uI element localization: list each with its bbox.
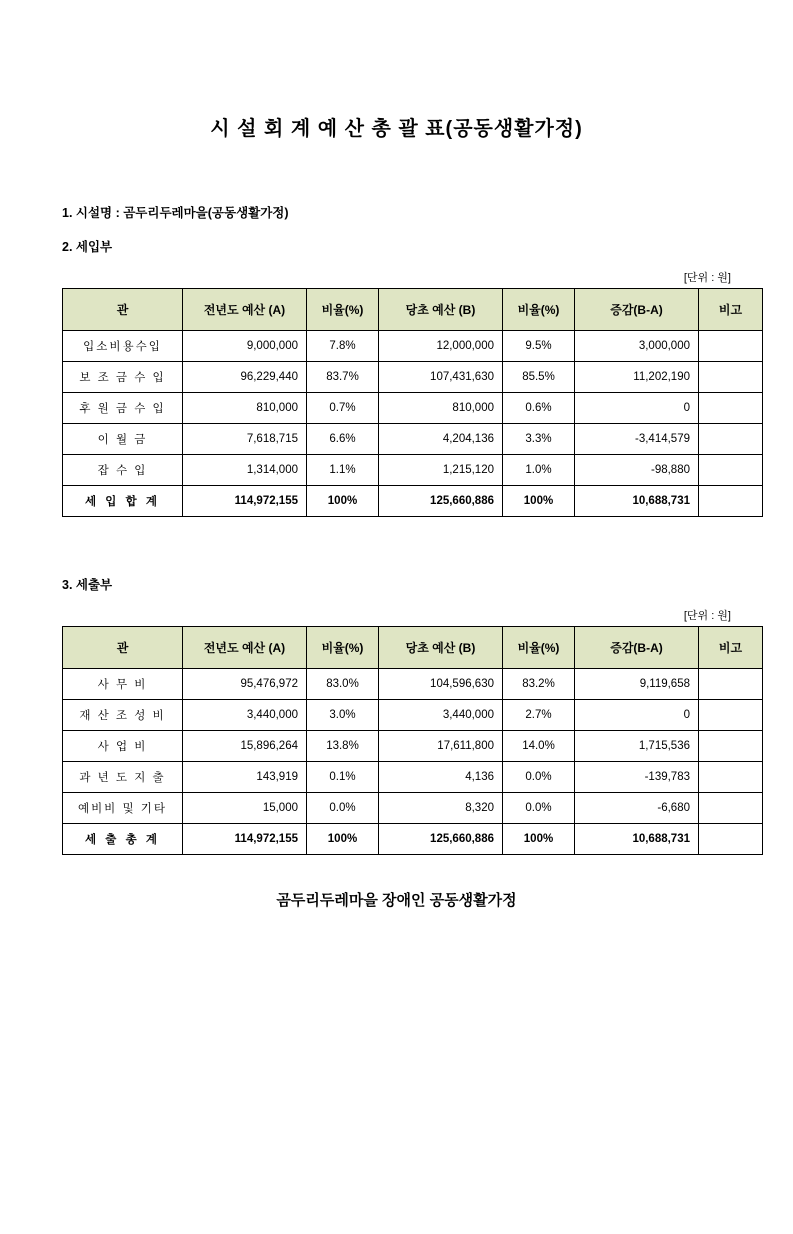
table-row <box>63 362 763 393</box>
cell-remark <box>699 455 763 486</box>
table-row <box>63 331 763 362</box>
cell-remark <box>699 486 763 517</box>
cell-remark <box>699 824 763 855</box>
cell-current-ratio: 100% <box>503 824 575 855</box>
cell-remark <box>699 731 763 762</box>
cell-category: 잡 수 입 <box>63 455 183 486</box>
table-row <box>63 424 763 455</box>
table-row <box>63 455 763 486</box>
column-header-current-budget: 당초 예산 (B) <box>379 289 503 331</box>
cell-prev-budget: 114,972,155 <box>183 486 307 517</box>
cell-prev-ratio: 100% <box>307 486 379 517</box>
expense-section-heading: 3. 세출부 <box>62 578 113 592</box>
cell-category: 입소비용수입 <box>63 331 183 362</box>
cell-difference: -6,680 <box>575 793 699 824</box>
table-total-row <box>63 824 763 855</box>
table-total-row <box>63 486 763 517</box>
cell-current-budget: 104,596,630 <box>379 669 503 700</box>
cell-remark <box>699 331 763 362</box>
column-header-prev-budget: 전년도 예산 (A) <box>183 289 307 331</box>
table-row <box>63 731 763 762</box>
column-header-prev-budget: 전년도 예산 (A) <box>183 627 307 669</box>
cell-prev-ratio: 100% <box>307 824 379 855</box>
cell-current-ratio: 83.2% <box>503 669 575 700</box>
cell-category: 세 입 합 계 <box>63 486 183 517</box>
column-header-category: 관 <box>63 289 183 331</box>
column-header-difference: 증감(B-A) <box>575 627 699 669</box>
cell-current-budget: 125,660,886 <box>379 486 503 517</box>
column-header-difference: 증감(B-A) <box>575 289 699 331</box>
cell-remark <box>699 393 763 424</box>
cell-difference: 3,000,000 <box>575 331 699 362</box>
cell-prev-ratio: 13.8% <box>307 731 379 762</box>
cell-current-ratio: 9.5% <box>503 331 575 362</box>
cell-prev-ratio: 1.1% <box>307 455 379 486</box>
table-row <box>63 393 763 424</box>
cell-current-ratio: 0.6% <box>503 393 575 424</box>
revenue-section-heading: 2. 세입부 <box>62 240 113 254</box>
cell-current-budget: 4,204,136 <box>379 424 503 455</box>
cell-current-ratio: 2.7% <box>503 700 575 731</box>
page-title: 시 설 회 계 예 산 총 괄 표(공동생활가정) <box>210 118 583 140</box>
column-header-remark: 비고 <box>699 627 763 669</box>
column-header-category: 관 <box>63 627 183 669</box>
cell-category: 예비비 및 기타 <box>63 793 183 824</box>
cell-current-budget: 3,440,000 <box>379 700 503 731</box>
cell-current-budget: 1,215,120 <box>379 455 503 486</box>
cell-category: 사 무 비 <box>63 669 183 700</box>
cell-current-ratio: 85.5% <box>503 362 575 393</box>
column-header-current-ratio: 비율(%) <box>503 627 575 669</box>
cell-current-budget: 125,660,886 <box>379 824 503 855</box>
column-header-prev-ratio: 비율(%) <box>307 627 379 669</box>
cell-prev-budget: 114,972,155 <box>183 824 307 855</box>
cell-category: 사 업 비 <box>63 731 183 762</box>
cell-remark <box>699 362 763 393</box>
cell-prev-ratio: 83.7% <box>307 362 379 393</box>
cell-prev-ratio: 6.6% <box>307 424 379 455</box>
revenue-unit-note: [단위 : 원] <box>683 272 731 284</box>
cell-current-ratio: 1.0% <box>503 455 575 486</box>
cell-prev-budget: 15,896,264 <box>183 731 307 762</box>
cell-remark <box>699 762 763 793</box>
cell-remark <box>699 424 763 455</box>
cell-prev-budget: 1,314,000 <box>183 455 307 486</box>
cell-category: 세 출 총 계 <box>63 824 183 855</box>
revenue-table <box>62 288 763 517</box>
expense-table <box>62 626 763 855</box>
cell-prev-budget: 7,618,715 <box>183 424 307 455</box>
cell-current-budget: 12,000,000 <box>379 331 503 362</box>
cell-current-ratio: 3.3% <box>503 424 575 455</box>
cell-category: 보 조 금 수 입 <box>63 362 183 393</box>
cell-prev-budget: 143,919 <box>183 762 307 793</box>
cell-prev-ratio: 0.1% <box>307 762 379 793</box>
cell-current-ratio: 14.0% <box>503 731 575 762</box>
cell-difference: 10,688,731 <box>575 486 699 517</box>
table-row <box>63 762 763 793</box>
cell-difference: 0 <box>575 700 699 731</box>
column-header-current-budget: 당초 예산 (B) <box>379 627 503 669</box>
cell-current-ratio: 0.0% <box>503 762 575 793</box>
cell-current-ratio: 0.0% <box>503 793 575 824</box>
table-row <box>63 669 763 700</box>
cell-prev-budget: 3,440,000 <box>183 700 307 731</box>
cell-prev-ratio: 3.0% <box>307 700 379 731</box>
column-header-current-ratio: 비율(%) <box>503 289 575 331</box>
cell-prev-budget: 9,000,000 <box>183 331 307 362</box>
expense-unit-note: [단위 : 원] <box>683 610 731 622</box>
cell-current-ratio: 100% <box>503 486 575 517</box>
cell-prev-budget: 810,000 <box>183 393 307 424</box>
cell-difference: -139,783 <box>575 762 699 793</box>
cell-difference: 9,119,658 <box>575 669 699 700</box>
cell-remark <box>699 700 763 731</box>
table-header-row <box>63 289 763 331</box>
table-header-row <box>63 627 763 669</box>
cell-category: 후 원 금 수 입 <box>63 393 183 424</box>
document-footer: 곰두리두레마을 장애인 공동생활가정 <box>276 892 517 909</box>
cell-difference: 11,202,190 <box>575 362 699 393</box>
cell-current-budget: 4,136 <box>379 762 503 793</box>
cell-current-budget: 107,431,630 <box>379 362 503 393</box>
cell-difference: -3,414,579 <box>575 424 699 455</box>
column-header-prev-ratio: 비율(%) <box>307 289 379 331</box>
cell-prev-ratio: 0.0% <box>307 793 379 824</box>
cell-prev-ratio: 83.0% <box>307 669 379 700</box>
cell-prev-ratio: 7.8% <box>307 331 379 362</box>
cell-category: 이 월 금 <box>63 424 183 455</box>
cell-difference: 0 <box>575 393 699 424</box>
cell-difference: -98,880 <box>575 455 699 486</box>
cell-category: 재 산 조 성 비 <box>63 700 183 731</box>
cell-remark <box>699 669 763 700</box>
cell-current-budget: 17,611,800 <box>379 731 503 762</box>
cell-category: 과 년 도 지 출 <box>63 762 183 793</box>
column-header-remark: 비고 <box>699 289 763 331</box>
table-row <box>63 793 763 824</box>
cell-remark <box>699 793 763 824</box>
table-row <box>63 700 763 731</box>
document-page <box>0 112 793 1234</box>
cell-prev-budget: 15,000 <box>183 793 307 824</box>
cell-prev-ratio: 0.7% <box>307 393 379 424</box>
cell-current-budget: 8,320 <box>379 793 503 824</box>
cell-prev-budget: 95,476,972 <box>183 669 307 700</box>
cell-prev-budget: 96,229,440 <box>183 362 307 393</box>
cell-current-budget: 810,000 <box>379 393 503 424</box>
section-gap <box>62 517 731 575</box>
cell-difference: 10,688,731 <box>575 824 699 855</box>
cell-difference: 1,715,536 <box>575 731 699 762</box>
facility-name-line: 1. 시설명 : 곰두리두레마을(공동생활가정) <box>62 206 289 220</box>
